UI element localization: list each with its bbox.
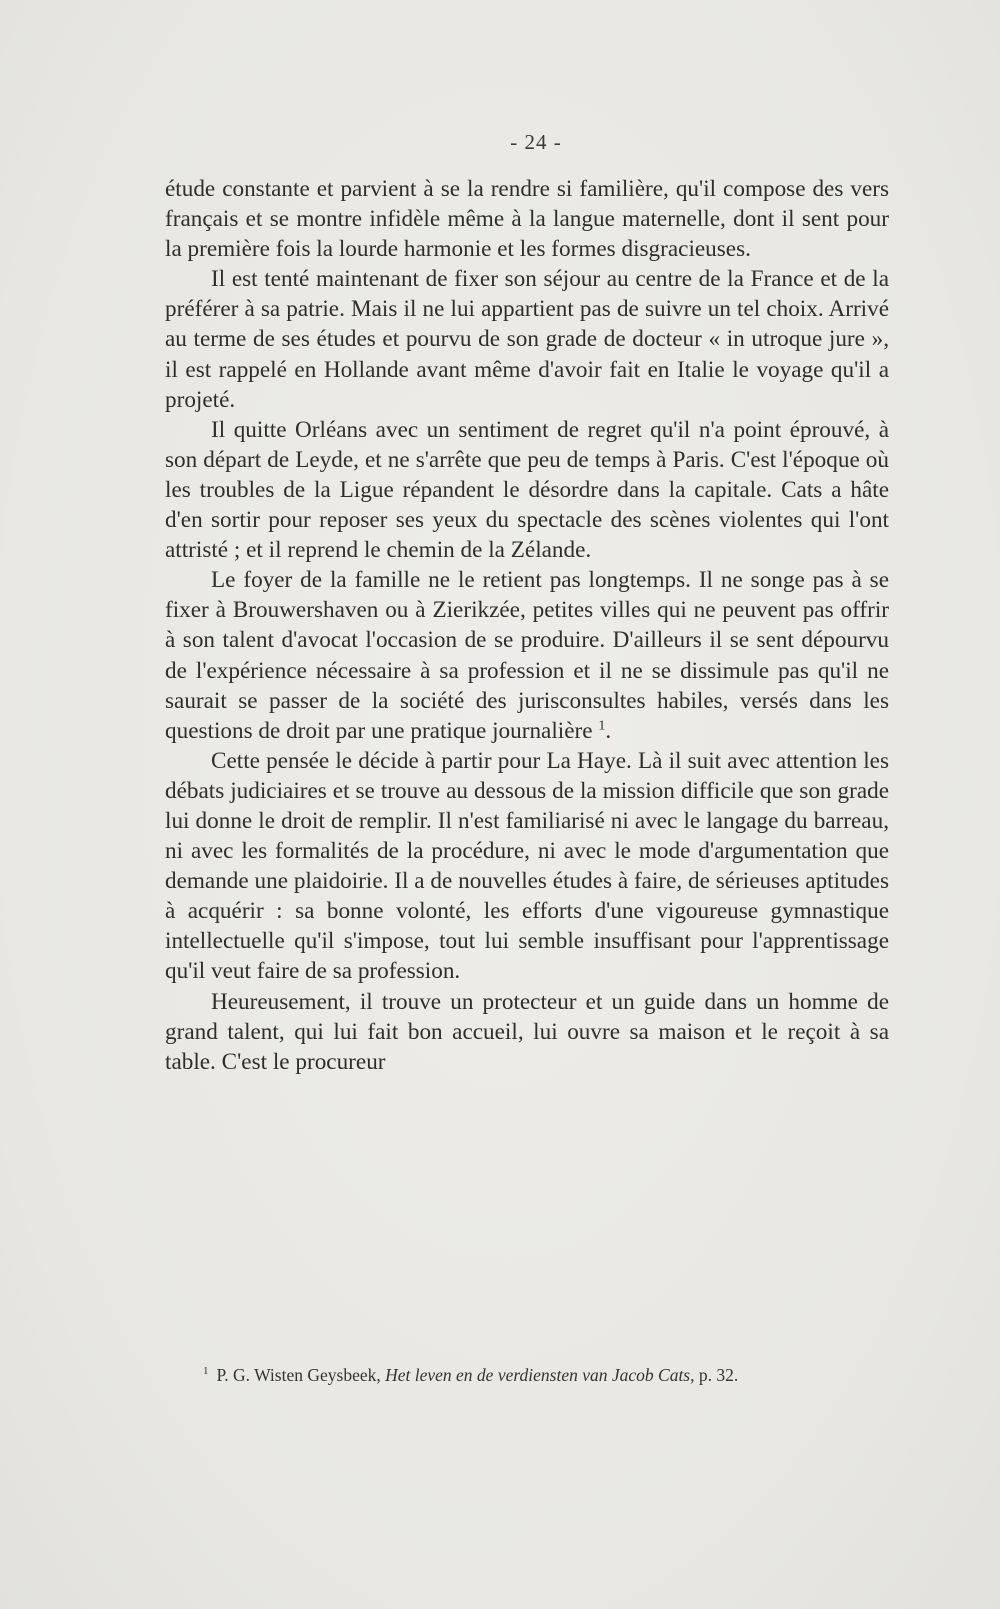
paragraph-4	[165, 565, 889, 746]
footnote	[165, 1363, 889, 1387]
footnote-author: P. G. Wisten Geysbeek,	[216, 1365, 381, 1385]
paragraph-2: Il est tenté maintenant de fixer son séjour au centre de la France et de la préférer à sa patrie. Mais il ne lui appartient pas de suivre un tel choix. Arrivé au terme de ses études et pourvu de son grade de docteur « in utroque jure », il est rappelé en Hollande avant même d'avoir fait en Italie le voyage qu'il a projeté.	[165, 266, 889, 413]
footnote-reference-suffix: .	[605, 717, 612, 744]
paragraph-4-text: Le foyer de la famille ne le retient pas longtemps. Il ne songe pas à se fixer à Brouwershaven ou à Zierikzée, petites villes qui ne peuvent pas offrir à son talent d'avocat l'occasion de se produire. D'ailleurs il se sent dépourvu de l'expérience nécessaire à sa profession et il ne se dissimule pas qu'il ne saurait se passer de la société des jurisconsultes habiles, versés dans les questions de droit par une pratique journalière	[165, 567, 889, 744]
footnote-title: Het leven en de verdiensten van Jacob Cats,	[385, 1365, 695, 1385]
paragraph-6: Heureusement, il trouve un protecteur et un guide dans un homme de grand talent, qui lui fait bon accueil, lui ouvre sa maison et le reçoit à sa table. C'est le procureur	[165, 988, 889, 1075]
footnote-reference: 1	[598, 717, 606, 733]
footnote-page: p. 32.	[698, 1365, 739, 1385]
paragraph-1: étude constante et parvient à se la rendre si familière, qu'il compose des vers français et se montre infidèle même à la langue maternelle, dont il sent pour la première fois la lourde harmonie et les formes disgracieuses.	[165, 176, 889, 263]
page-number: - 24 -	[510, 130, 562, 154]
paragraph-5: Cette pensée le décide à partir pour La Haye. Là il suit avec attention les débats judiciaires et se trouve au dessous de la mission difficile que son grade lui donne le droit de remplir. Il n'est familiarisé ni avec le langage du barreau, ni avec les formalités de la procédure, ni avec le mode d'argumentation que demande une plaidoirie. Il a de nouvelles études à faire, de sérieuses aptitudes à acquérir : sa bonne volonté, les efforts d'une vigoureuse gymnastique intellectuelle qu'il s'impose, tout lui semble insuffisant pour l'apprentissage qu'il veut faire de sa profession.	[165, 747, 889, 985]
paragraph-3: Il quitte Orléans avec un sentiment de regret qu'il n'a point éprouvé, à son départ de Leyde, et ne s'arrête que peu de temps à Paris. C'est l'époque où les troubles de la Ligue répandent le désordre dans la capitale. Cats a hâte d'en sortir pour reposer ses yeux du spectacle des scènes violentes qui l'ont attristé ; et il reprend le chemin de la Zélande.	[165, 416, 889, 564]
body-text	[165, 174, 889, 1077]
footnote-mark: 1	[203, 1365, 209, 1378]
